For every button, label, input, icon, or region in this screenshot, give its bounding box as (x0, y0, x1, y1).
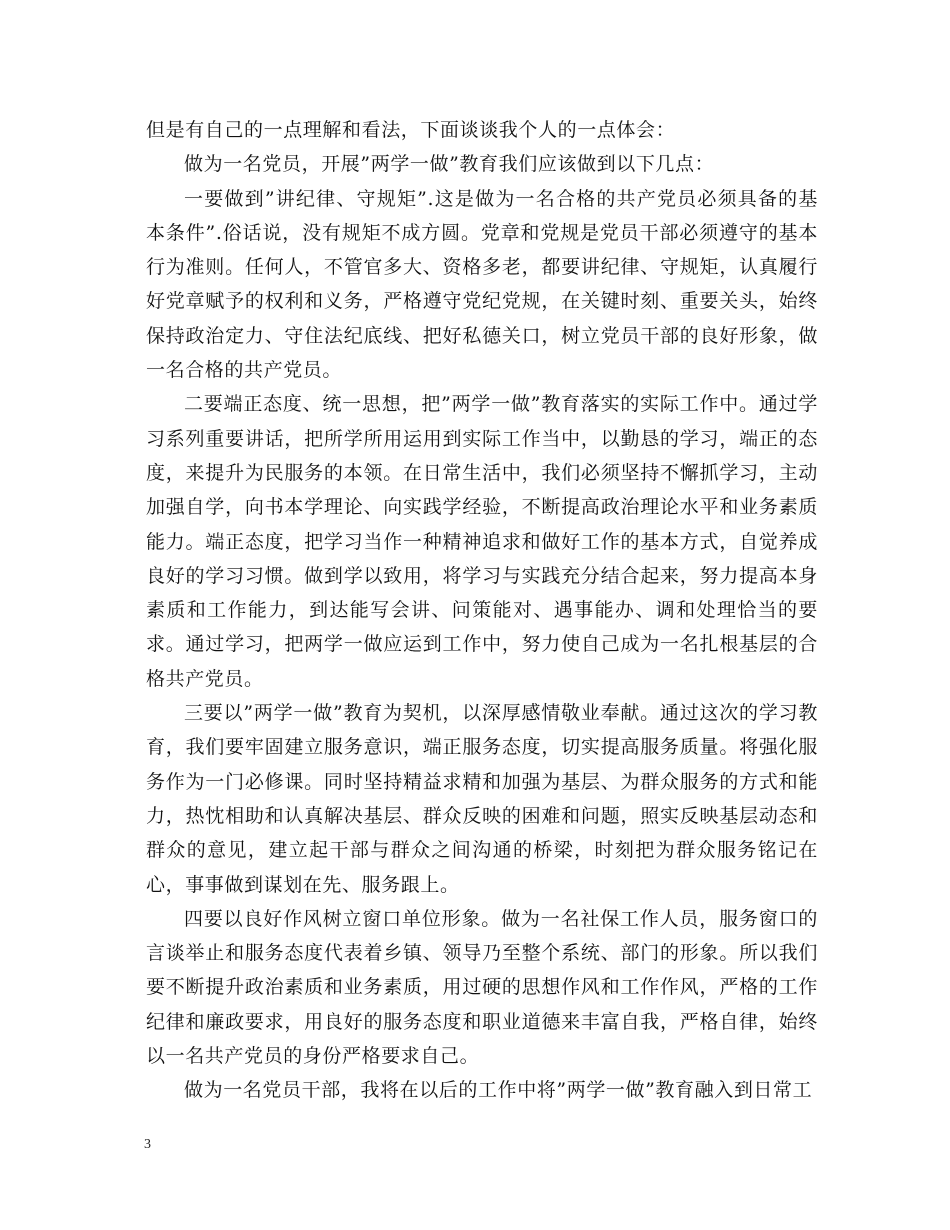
paragraph-7: 做为一名党员干部，我将在以后的工作中将”两学一做”教育融入到日常工 (184, 1079, 813, 1102)
paragraph-5: 三要以”两学一做”教育为契机，以深厚感情敬业奉献。通过这次的学习教育，我们要牢固建立服务意识，端正服务态度，切实提高服务质量。将强化服务作为一门必修课。同时坚持精益求精和加强为基层、为群众服务的方式和能力，热忱相助和认真解决基层、群众反映的困难和问题，照实反映基层动态和群众的意见，建立起干部与群众之间沟通的桥梁，时刻把为群众服务铭记在心，事事做到谋划在先、服务跟上。 (146, 702, 818, 896)
paragraph-6: 四要以良好作风树立窗口单位形象。做为一名社保工作人员，服务窗口的言谈举止和服务态度代表着乡镇、领导乃至整个系统、部门的形象。所以我们要不断提升政治素质和业务素质，用过硬的思想作风和工作作风，严格的工作纪律和廉政要求，用良好的服务态度和职业道德来丰富自我，严格自律，始终以一名共产党员的身份严格要求自己。 (146, 907, 818, 1068)
paragraph-1: 但是有自己的一点理解和看法，下面谈谈我个人的一点体会： (146, 119, 676, 141)
paragraph-3: 一要做到”讲纪律、守规矩”.这是做为一名合格的共产党员必须具备的基本条件”.俗话说，没有规矩不成方圆。党章和党规是党员干部必须遵守的基本行为准则。任何人，不管官多大、资格多老，都要讲纪律、守规矩，认真履行好党章赋予的权利和义务，严格遵守党纪党规，在关键时刻、重要关头，始终保持政治定力、守住法纪底线、把好私德关口，树立党员干部的良好形象，做一名合格的共产党员。 (146, 187, 818, 382)
paragraph-2: 做为一名党员，开展”两学一做”教育我们应该做到以下几点： (184, 153, 715, 176)
document-body (146, 113, 818, 1108)
page-number: 3 (144, 1137, 151, 1152)
paragraph-4: 二要端正态度、统一思想，把”两学一做”教育落实的实际工作中。通过学习系列重要讲话，把所学所用运用到实际工作当中，以勤恳的学习，端正的态度，来提升为民服务的本领。在日常生活中，我们必须坚持不懈抓学习，主动加强自学，向书本学理论、向实践学经验，不断提高政治理论水平和业务素质能力。端正态度，把学习当作一种精神追求和做好工作的基本方式，自觉养成良好的学习习惯。做到学以致用，将学习与实践充分结合起来，努力提高本身素质和工作能力，到达能写会讲、问策能对、遇事能办、调和处理恰当的要求。通过学习，把两学一做应运到工作中，努力使自己成为一名扎根基层的合格共产党员。 (146, 393, 818, 690)
